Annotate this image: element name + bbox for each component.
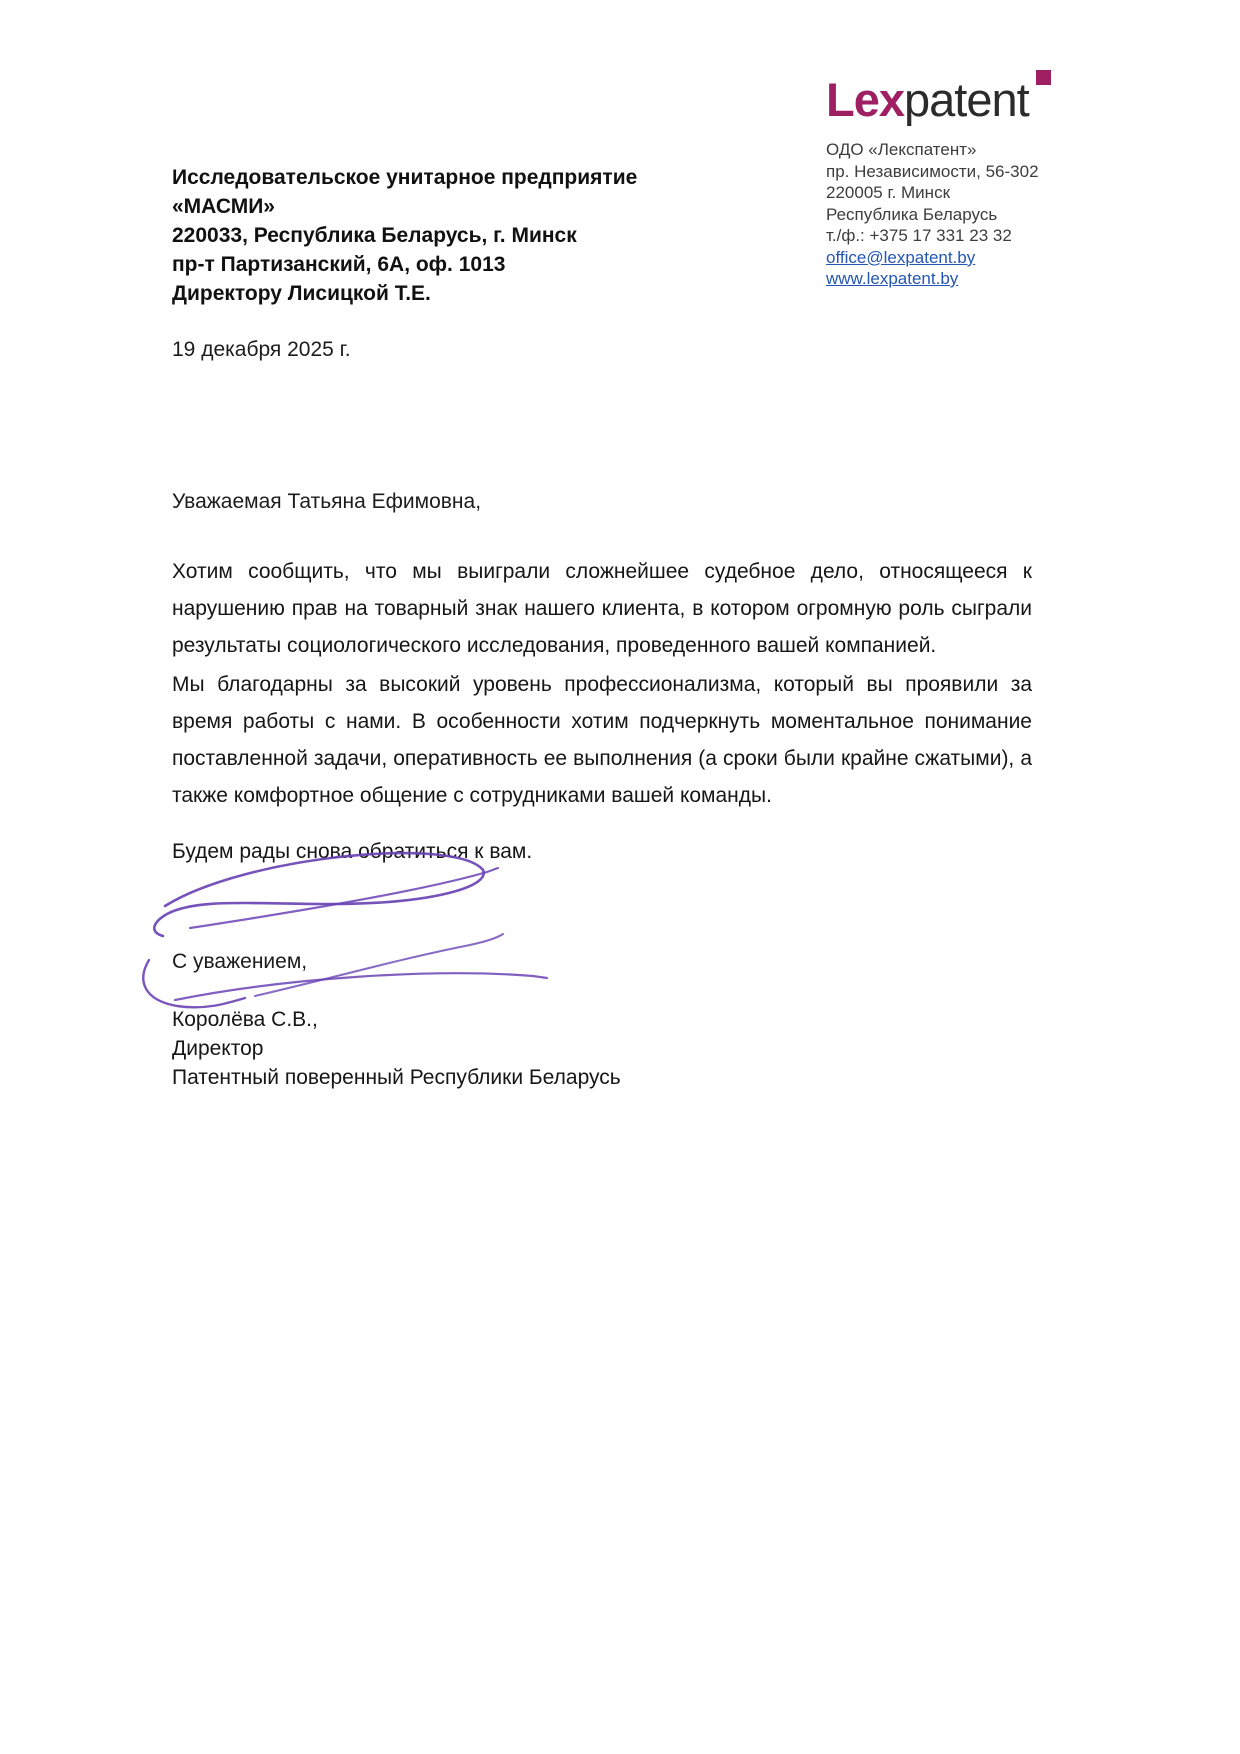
logo-square-icon (1036, 70, 1051, 85)
letter-date: 19 декабря 2025 г. (172, 338, 351, 361)
letterhead (826, 73, 1156, 290)
signatory-credential: Патентный поверенный Республики Беларусь (172, 1066, 621, 1089)
sender-company: ОДО «Лекспатент» (826, 140, 977, 159)
closing-regards: С уважением, (172, 950, 308, 973)
sender-email-link[interactable]: office@lexpatent.by (826, 247, 976, 267)
recipient-org: Исследовательское унитарное предприятие (172, 166, 638, 189)
signature-stroke-underline (175, 973, 547, 1000)
recipient-street: пр-т Партизанский, 6А, оф. 1013 (172, 253, 506, 276)
signatory-name: Королёва С.В., (172, 1008, 318, 1031)
sender-phone: т./ф.: +375 17 331 23 32 (826, 226, 1012, 245)
recipient-person: Директору Лисицкой Т.Е. (172, 282, 431, 305)
signature-stroke-flick (190, 868, 498, 928)
sender-contact-block (826, 139, 1156, 290)
recipient-block (172, 163, 792, 308)
sender-country: Республика Беларусь (826, 204, 998, 224)
salutation: Уважаемая Татьяна Ефимовна, (172, 490, 482, 513)
sender-city: 220005 г. Минск (826, 183, 951, 202)
signatory-title: Директор (172, 1037, 264, 1060)
recipient-org-name: «МАСМИ» (172, 195, 275, 218)
logo-lex: Lex (826, 73, 904, 126)
recipient-address: 220033, Республика Беларусь, г. Минск (172, 224, 577, 247)
body-paragraph-3: Будем рады снова обратиться к вам. (172, 840, 533, 863)
signatory-block (172, 1005, 872, 1092)
logo-patent: patent (904, 73, 1029, 126)
sender-street: пр. Независимости, 56-302 (826, 161, 1039, 181)
body-paragraph-1: Хотим сообщить, что мы выиграли сложнейшее судебное дело, относящееся к нарушению прав на товарный знак нашего клиента, в котором огромную роль сыграли результаты социологического исследования, проведенного вашей компанией. (172, 560, 1032, 657)
lexpatent-logo (826, 73, 1156, 126)
body-paragraph-2: Мы благодарны за высокий уровень профессионализма, который вы проявили за время работы с нами. В особенности хотим подчеркнуть моментальное понимание поставленной задачи, оперативность ее выполнения (а сроки были крайне сжатыми), а также комфортное общение с сотрудниками вашей команды. (172, 673, 1032, 807)
sender-website-link[interactable]: www.lexpatent.by (826, 269, 959, 288)
